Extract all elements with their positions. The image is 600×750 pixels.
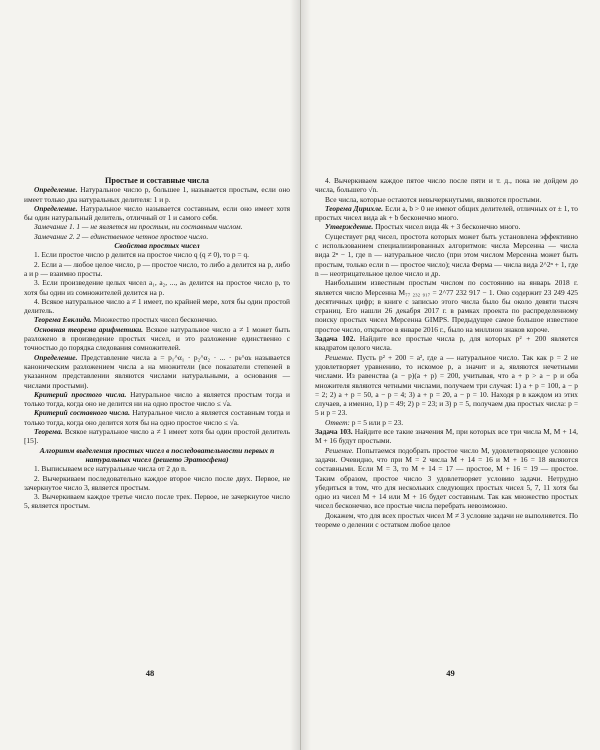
definition-prime: Определение. Натуральное число p, большее 1, называется простым, если оно имеет только два натуральных делителя: 1 и p. [24, 185, 290, 204]
remark-1: Замечание 1. 1 — не является ни простым, ни составным числом. [34, 222, 243, 232]
theorem-euclid: Теорема Евклида. Множество простых чисел бесконечно. [34, 315, 218, 325]
property-1: 1. Если простое число p делится на простое число q (q ≠ 0), то p = q. [34, 250, 249, 260]
task-103-solution: Решение. Попытаемся подобрать простое число M, удовлетворяющее условию задачи. Очевидно, что при M = 2 числа M + 14 = 16 и M + 16 = 18 являются составными. Если M = 3, то M + 14 = 17 — простое, M + 16 = 19 — простое. Таким образом, простое число 3 удовлетворяет условию задачи. Нетрудно убедиться в том, что для нескольких следующих простых чисел 5, 7, 11 хотя бы одно из чисел M + 14 или M + 16 будет составным. Так как множество простых чисел бесконечно, все простые числа перебрать невозможно. [315, 445, 578, 511]
property-3: 3. Если произведение целых чисел a₁, a₂, ..., aₙ делится на простое число p, то хотя бы один из сомножителей делится на p. [24, 278, 290, 297]
claim: Утверждение. Простых чисел вида 4k + 3 бесконечно много. [325, 222, 521, 232]
prime-criterion: Критерий простого числа. Натуральное число a является простым тогда и только тогда, когда оно не делится ни на одно простое число ≤ √a. [24, 389, 290, 409]
mersenne-paragraph-2: Наибольшим известным простым числом по состоянию на январь 2018 г. является число Мерсенна M₇₇ ₂₃₂ ₉₁₇ = 2^77 232 917 − 1. Оно содержит 23 249 425 десятичных цифр; в книге с записью этого числа было бы около девяти тысяч страниц. Его нашли 26 декабря 2017 г. в рамках проекта по распределенному поиску простых чисел Мерсенна GIMPS. Предыдущее самое большое известное простое число, открытое в январе 2016 г., было на миллион знаков короче. [315, 278, 578, 334]
page-49-content [315, 176, 578, 529]
property-2: 2. Если a — любое целое число, p — простое число, то либо a делится на p, либо a и p — взаимно просты. [24, 259, 290, 278]
definition-composite: Определение. Натуральное число называется составным, если оно имеет хотя бы один натуральный делитель, отличный от 1 и самого себя. [24, 203, 290, 223]
properties-title: Свойства простых чисел [114, 241, 200, 251]
algorithm-step-2: 2. Вычеркиваем последовательно каждое второе число после двух. Первое, не зачеркнутое число 3, является простым. [24, 473, 290, 492]
gutter-shadow [290, 0, 300, 750]
theorem-dirichlet: Теорема Дирихле. Если a, b > 0 не имеют общих делителей, отличных от ± 1, то простых чисел вида ak + b бесконечно много. [315, 203, 578, 223]
algorithm-step-3: 3. Вычеркиваем каждое третье число после трех. Первое, не зачеркнутое число 5, является простым. [24, 492, 290, 511]
property-4: 4. Всякое натуральное число a ≠ 1 имеет, по крайней мере, хотя бы один простой делитель. [24, 296, 290, 316]
gutter-shadow [301, 0, 311, 750]
theorem-divisor: Теорема. Всякое натуральное число a ≠ 1 имеет хотя бы один простой делитель [15]. [24, 427, 290, 446]
page-48-content [24, 176, 290, 511]
task-103-continuation: Докажем, что для всех простых чисел M ≠ 3 условие задачи не выполняется. По теореме о делении с остатком любое целое [315, 510, 578, 529]
task-103: Задача 103. Найдите все такие значения M, при которых все три числа M, M + 14, M + 16 будут простыми. [315, 427, 578, 446]
definition-canonical: Определение. Представление числа a = p₁^α₁ · p₂^α₂ · ... · pₖ^αₖ называется каноническим разложением числа a на множители (все показатели степеней в указанном представлении являются числами натуральными, а основания — числами простыми). [24, 352, 290, 390]
algorithm-step-4: 4. Вычеркиваем каждое пятое число после пяти и т. д., пока не дойдем до числа, большего √n. [315, 176, 578, 195]
algorithm-title: Алгоритм выделения простых чисел в последовательности первых n натуральных чисел (решето Эратосфена) [39, 445, 275, 464]
page-number: 48 [145, 668, 155, 678]
algorithm-step-1: 1. Выписываем все натуральные числа от 2 до n. [34, 464, 187, 474]
page-number: 49 [446, 668, 455, 678]
section-title: Простые и составные числа [105, 176, 209, 185]
mersenne-paragraph-1: Существует ряд чисел, простота которых может быть установлена эффективно с использованием специализированных алгоритмов: числа Мерсенна — числа вида 2ⁿ − 1, где n — натуральное число (при этом числом Мерсенна может быть простым, только если n — простое число); числа Ферма — числа вида 2^2ⁿ + 1, где n — неотрицательное целое число и др. [315, 231, 578, 278]
task-102: Задача 102. Найдите все простые числа p, для которых p² + 200 является квадратом целого числа. [315, 334, 578, 353]
composite-criterion: Критерий составного числа. Натуральное число a является составным тогда и только тогда, когда оно делится хотя бы на одно простое число ≤ √a. [24, 408, 290, 427]
algorithm-result: Все числа, которые остаются невычеркнутыми, являются простыми. [325, 194, 542, 204]
page-49 [300, 0, 600, 750]
task-102-solution: Решение. Пусть p² + 200 = a², где a — натуральное число. Так как p = 2 не удовлетворяет уравнению, то искомое p, а значит и a, являются нечетными числами. Из равенства (a − p)(a + p) = 200, учитывая, что a + p > a − p и оба множителя являются четными числами, получаем три случая: 1) a + p = 100, a − p = 2; 2) a + p = 50, a − p = 4; 3) a + p = 20, a − p = 10. Находя p в каждом из этих случаев, а именно, 1) p = 49; 2) p = 23; и 3) p = 5, получаем два простых числа: p = 5 и p = 23. [315, 352, 578, 418]
remark-2: Замечание 2. 2 — единственное четное простое число. [34, 231, 209, 241]
fundamental-theorem: Основная теорема арифметики. Всякое натуральное число a ≠ 1 может быть разложено в произведение простых чисел, и это разложение единственно с точностью до порядка следования сомножителей. [24, 324, 290, 353]
task-102-answer: Ответ: p = 5 или p = 23. [325, 417, 404, 427]
